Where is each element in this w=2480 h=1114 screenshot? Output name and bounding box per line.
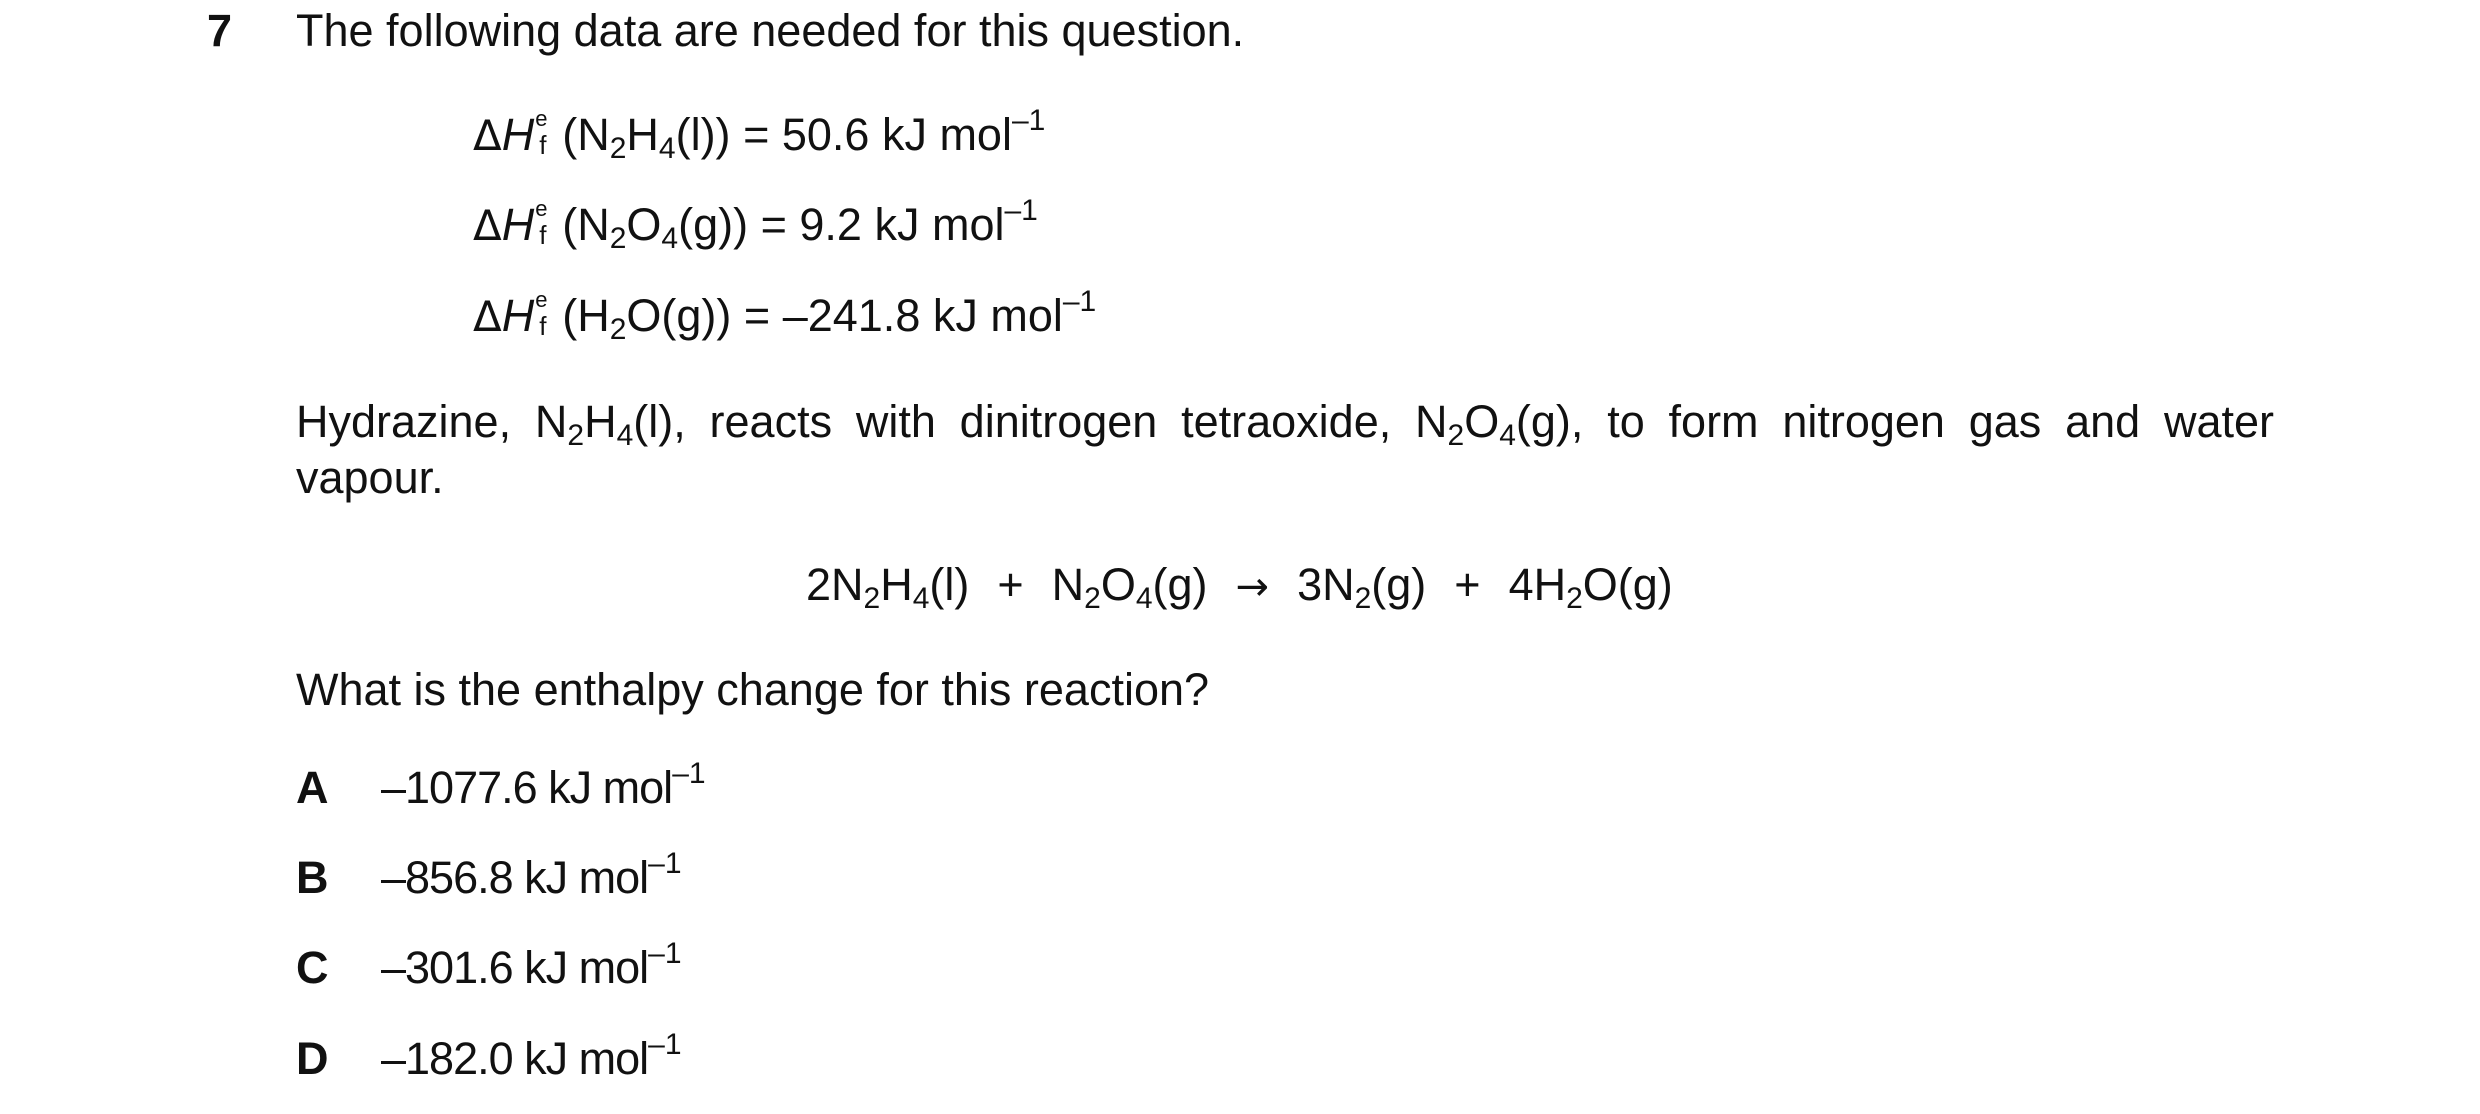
- option-c-letter[interactable]: C: [296, 942, 329, 993]
- option-c-value[interactable]: –301.6 kJ mol$^{-1}$: [381, 937, 682, 993]
- enthalpy-data-line-3: [473, 287, 1096, 346]
- equation-term-2: $N_2O_4(g)$: [1051, 559, 1208, 615]
- delta-symbol: Δ: [473, 111, 502, 160]
- enthalpy-symbol: H: [501, 109, 535, 160]
- option-b-value[interactable]: –856.8 kJ mol$^{-1}$: [381, 847, 682, 903]
- reaction-description: Hydrazine, $N_2H_4(l)$, reacts with dinitrogen tetraoxide, $N_2O_4(g)$, to form nitrogen gas and water vapour.: [296, 396, 2274, 503]
- delta-symbol: Δ: [473, 201, 502, 250]
- unit-exponent: –1: [648, 847, 682, 880]
- unit-exponent: –1: [672, 757, 706, 790]
- option-a-letter[interactable]: A: [296, 762, 329, 813]
- enthalpy-value: = 9.2 kJ mol: [760, 199, 1005, 250]
- question-number: 7: [207, 5, 233, 56]
- species-formula: $(H_2O(g))$: [562, 290, 732, 346]
- equation-term-3: $3N_2(g)$: [1297, 559, 1427, 615]
- unit-exponent: –1: [648, 937, 682, 970]
- option-d-value[interactable]: –182.0 kJ mol$^{-1}$: [381, 1028, 682, 1084]
- plus-sign: +: [1454, 559, 1481, 610]
- reaction-equation: [806, 556, 1673, 616]
- enthalpy-data-line-1: [473, 106, 1045, 165]
- standard-formation-mark: e f: [535, 196, 548, 250]
- unit-exponent: –1: [1004, 194, 1038, 227]
- delta-symbol: Δ: [473, 292, 502, 341]
- enthalpy-value: = 50.6 kJ mol: [743, 109, 1012, 160]
- standard-formation-mark: e f: [535, 287, 548, 341]
- reaction-arrow-icon: →: [1235, 564, 1270, 610]
- option-b-letter[interactable]: B: [296, 852, 329, 903]
- option-a-value[interactable]: –1077.6 kJ mol$^{-1}$: [381, 757, 706, 813]
- unit-exponent: –1: [1062, 285, 1097, 318]
- option-d-letter[interactable]: D: [296, 1033, 329, 1084]
- question-prompt: What is the enthalpy change for this reaction?: [296, 664, 1210, 715]
- standard-formation-mark: e f: [535, 106, 548, 160]
- enthalpy-symbol: H: [501, 199, 535, 250]
- enthalpy-data-line-2: [473, 196, 1038, 255]
- equation-term-4: $4H_2O(g)$: [1508, 559, 1673, 615]
- equation-term-1: $2N_2H_4(l)$: [806, 559, 970, 615]
- unit-exponent: –1: [648, 1028, 682, 1061]
- plus-sign: +: [997, 559, 1024, 610]
- species-formula: $(N_2O_4(g))$: [562, 199, 749, 255]
- enthalpy-value: = –241.8 kJ mol: [743, 290, 1063, 341]
- question-intro: The following data are needed for this question.: [296, 5, 1245, 56]
- unit-exponent: –1: [1011, 104, 1046, 137]
- enthalpy-symbol: H: [501, 290, 535, 341]
- species-formula: $(N_2H_4(l))$: [562, 109, 731, 165]
